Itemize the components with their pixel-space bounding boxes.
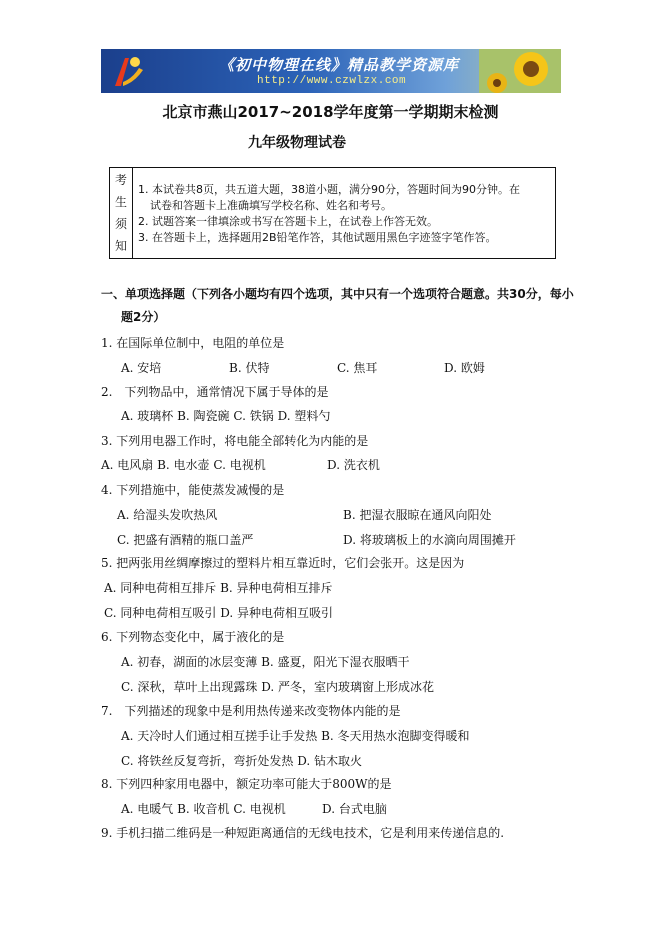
notice-label-char: 生 xyxy=(114,195,127,209)
q4-option-d: D. 将玻璃板上的水滴向周围摊开 xyxy=(343,533,516,547)
q1-option-c: C. 焦耳 xyxy=(337,361,378,375)
page-subtitle: 九年级物理试卷 xyxy=(248,135,346,151)
q6-options-ab: A. 初春，湖面的冰层变薄 B. 盛夏，阳光下湿衣服晒干 xyxy=(121,655,410,669)
banner-url: http://www.czwlzx.com xyxy=(257,75,407,87)
question-8: 8. 下列四种家用电器中，额定功率可能大于800W的是 xyxy=(101,777,392,791)
notice-label-char: 须 xyxy=(114,217,127,231)
q6-options-cd: C. 深秋，草叶上出现露珠 D. 严冬，室内玻璃窗上形成冰花 xyxy=(121,680,435,694)
q7-options-cd: C. 将铁丝反复弯折，弯折处发热 D. 钻木取火 xyxy=(121,754,363,768)
site-banner xyxy=(101,49,561,93)
q3-option-d: D. 洗衣机 xyxy=(327,458,380,472)
sunflower-image xyxy=(479,49,561,93)
question-7: 7. 下列描述的现象中是利用热传递来改变物体内能的是 xyxy=(101,704,401,718)
section-heading-cont: 题2分） xyxy=(121,310,166,324)
notice-items xyxy=(133,168,556,259)
q2-options: A. 玻璃杯 B. 陶瓷碗 C. 铁锅 D. 塑料勺 xyxy=(121,409,331,423)
q8-option-d: D. 台式电脑 xyxy=(322,802,387,816)
q4-option-a: A. 给湿头发吹热风 xyxy=(117,508,218,522)
exam-notice-box xyxy=(109,167,556,259)
notice-item: 试卷和答题卡上准确填写学校名称、姓名和考号。 xyxy=(150,198,392,212)
notice-label xyxy=(110,168,133,259)
q4-option-c: C. 把盛有酒精的瓶口盖严 xyxy=(117,533,254,547)
q1-option-d: D. 欧姆 xyxy=(444,361,485,375)
question-5: 5. 把两张用丝绸摩擦过的塑料片相互靠近时，它们会张开。这是因为 xyxy=(101,556,465,570)
site-logo xyxy=(105,52,149,90)
notice-label-char: 考 xyxy=(114,173,127,187)
q1-option-a: A. 安培 xyxy=(121,361,162,375)
question-3: 3. 下列用电器工作时，将电能全部转化为内能的是 xyxy=(101,434,369,448)
page-title: 北京市燕山2017~2018学年度第一学期期末检测 xyxy=(162,103,499,121)
section-heading: 一、单项选择题（下列各小题均有四个选项，其中只有一个选项符合题意。共30分，每小 xyxy=(101,287,574,301)
q4-option-b: B. 把湿衣服晾在通风向阳处 xyxy=(343,508,492,522)
q3-options: A. 电风扇 B. 电水壶 C. 电视机 xyxy=(101,458,266,472)
banner-title: 《初中物理在线》精品教学资源库 xyxy=(219,56,460,74)
q1-option-b: B. 伏特 xyxy=(229,361,270,375)
question-9: 9. 手机扫描二维码是一种短距离通信的无线电技术，它是利用来传递信息的. xyxy=(101,826,505,840)
q8-options: A. 电暖气 B. 收音机 C. 电视机 xyxy=(121,802,286,816)
question-6: 6. 下列物态变化中，属于液化的是 xyxy=(101,630,285,644)
notice-item: 3. 在答题卡上，选择题用2B铅笔作答，其他试题用黑色字迹签字笔作答。 xyxy=(138,230,497,244)
q7-options-ab: A. 天冷时人们通过相互搓手让手发热 B. 冬天用热水泡脚变得暖和 xyxy=(121,729,470,743)
q5-options-cd: C. 同种电荷相互吸引 D. 异种电荷相互吸引 xyxy=(104,606,334,620)
notice-label-char: 知 xyxy=(114,239,127,253)
question-4: 4. 下列措施中，能使蒸发减慢的是 xyxy=(101,483,285,497)
question-2: 2. 下列物品中，通常情况下属于导体的是 xyxy=(101,385,329,399)
question-1: 1. 在国际单位制中，电阻的单位是 xyxy=(101,336,285,350)
notice-item: 1. 本试卷共8页，共五道大题，38道小题，满分90分，答题时间为90分钟。在 xyxy=(138,182,520,196)
notice-item: 2. 试题答案一律填涂或书写在答题卡上，在试卷上作答无效。 xyxy=(138,214,438,228)
q5-options-ab: A. 同种电荷相互排斥 B. 异种电荷相互排斥 xyxy=(104,581,333,595)
